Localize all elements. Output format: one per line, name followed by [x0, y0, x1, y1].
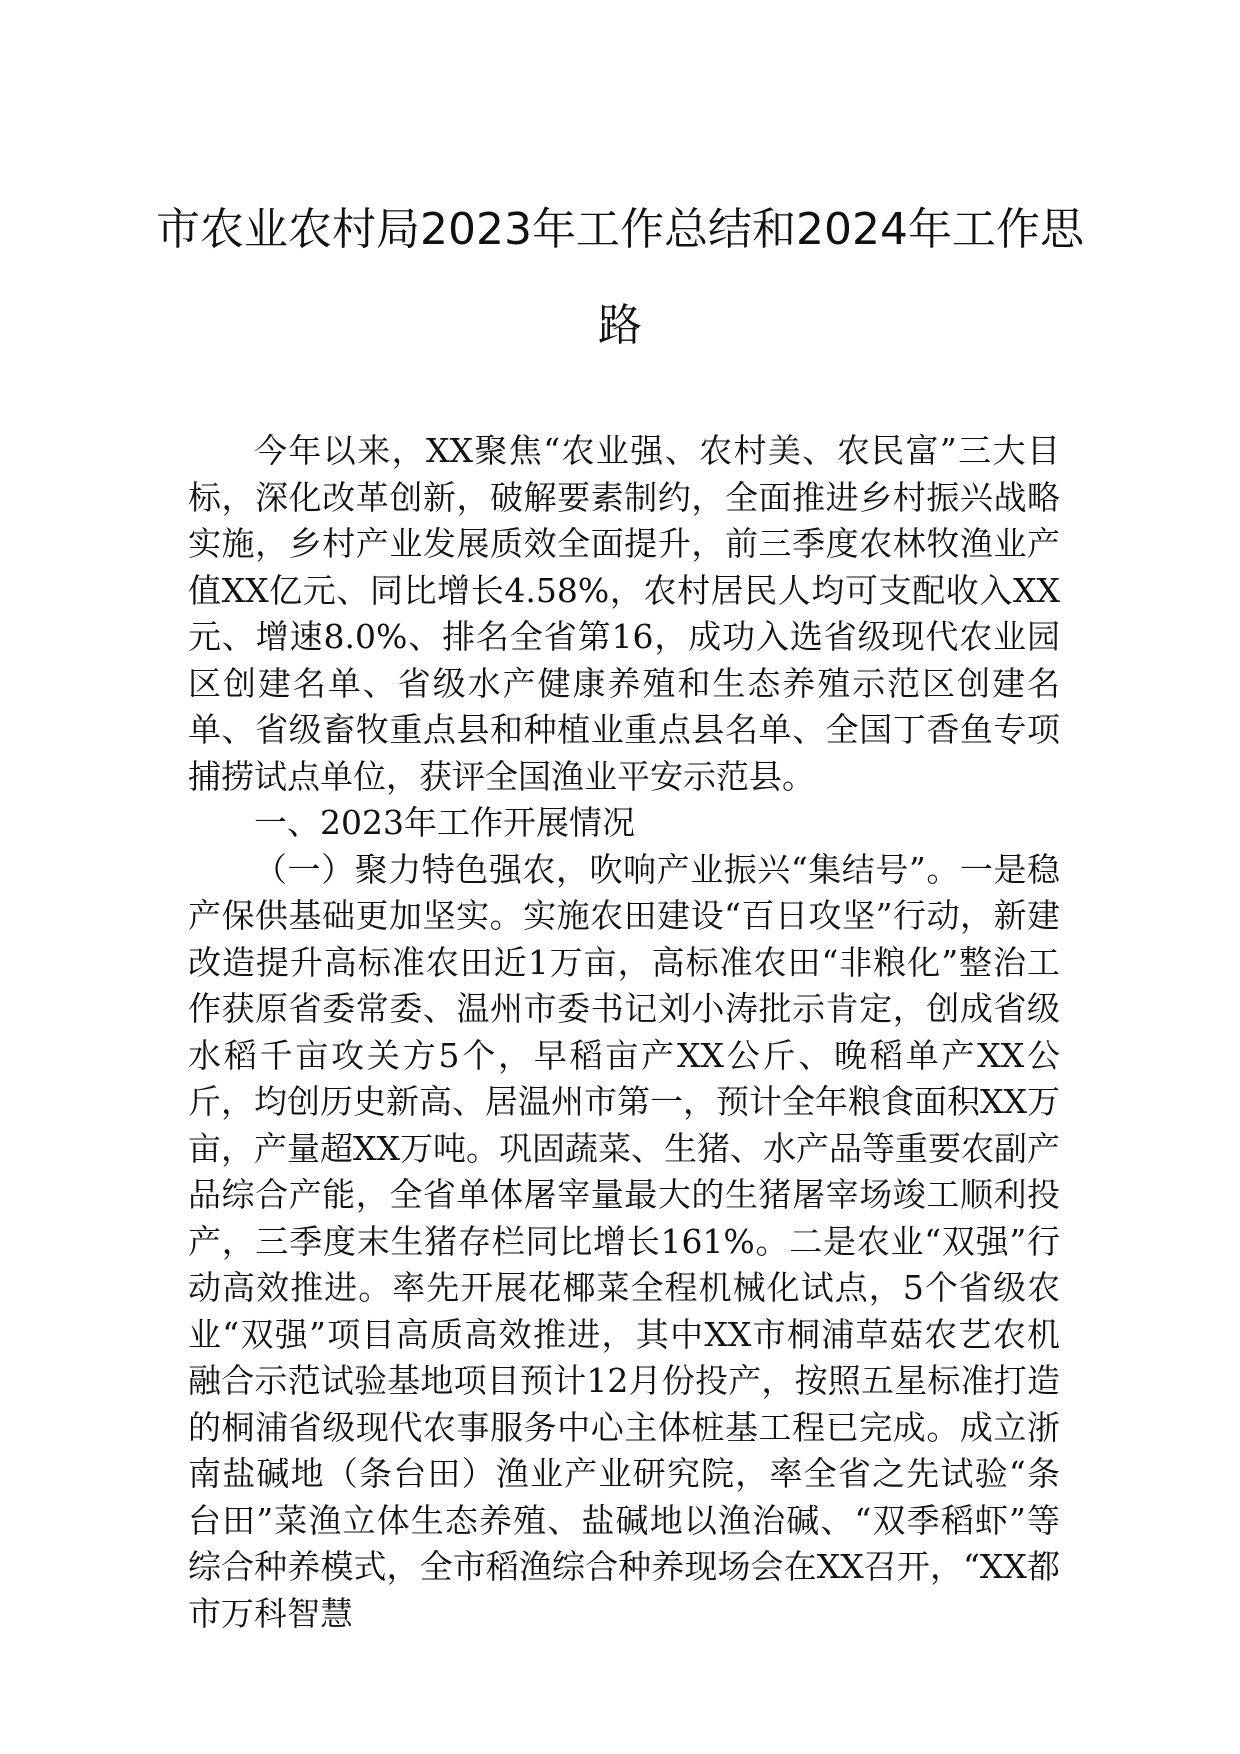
- intro-paragraph: 今年以来，XX聚焦“农业强、农村美、农民富”三大目标，深化改革创新，破解要素制约，全面推进乡村振兴战略实施，乡村产业发展质效全面提升，前三季度农林牧渔业产值XX亿元、同比增长4.58%，农村居民人均可支配收入XX元、增速8.0%、排名全省第16，成功入选省级现代农业园区创建名单、省级水产健康养殖和生态养殖示范区创建名单、省级畜牧重点县和种植业重点县名单、全国丁香鱼专项捕捞试点单位，获评全国渔业平安示范县。: [188, 431, 1060, 796]
- document-title: 市农业农村局2023年工作总结和2024年工作思路: [156, 204, 1084, 351]
- body-paragraph: （一）聚力特色强农，吹响产业振兴“集结号”。一是稳产保供基础更加坚实。实施农田建设“百日攻坚”行动，新建改造提升高标准农田近1万亩，高标准农田“非粮化”整治工作获原省委常委、温州市委书记刘小涛批示肯定，创成省级水稻千亩攻关方5个，早稻亩产XX公斤、晚稻单产XX公斤，均创历史新高、居温州市第一，预计全年粮食面积XX万亩，产量超XX万吨。巩固蔬菜、生猪、水产品等重要农副产品综合产能，全省单体屠宰量最大的生猪屠宰场竣工顺利投产，三季度末生猪存栏同比增长161%。二是农业“双强”行动高效推进。率先开展花椰菜全程机械化试点，5个省级农业“双强”项目高质高效推进，其中XX市桐浦草菇农艺农机融合示范试验基地项目预计12月份投产，按照五星标准打造的桐浦省级现代农事服务中心主体桩基工程已完成。成立浙南盐碱地（条台田）渔业产业研究院，率全省之先试验“条台田”菜渔立体生态养殖、盐碱地以渔治碱、“双季稻虾”等综合种养模式，全市稻渔综合种养现场会在XX召开，“XX都市万科智慧: [188, 849, 1060, 1633]
- section-heading: 一、2023年工作开展情况: [254, 803, 635, 842]
- document-body: [188, 428, 1060, 1637]
